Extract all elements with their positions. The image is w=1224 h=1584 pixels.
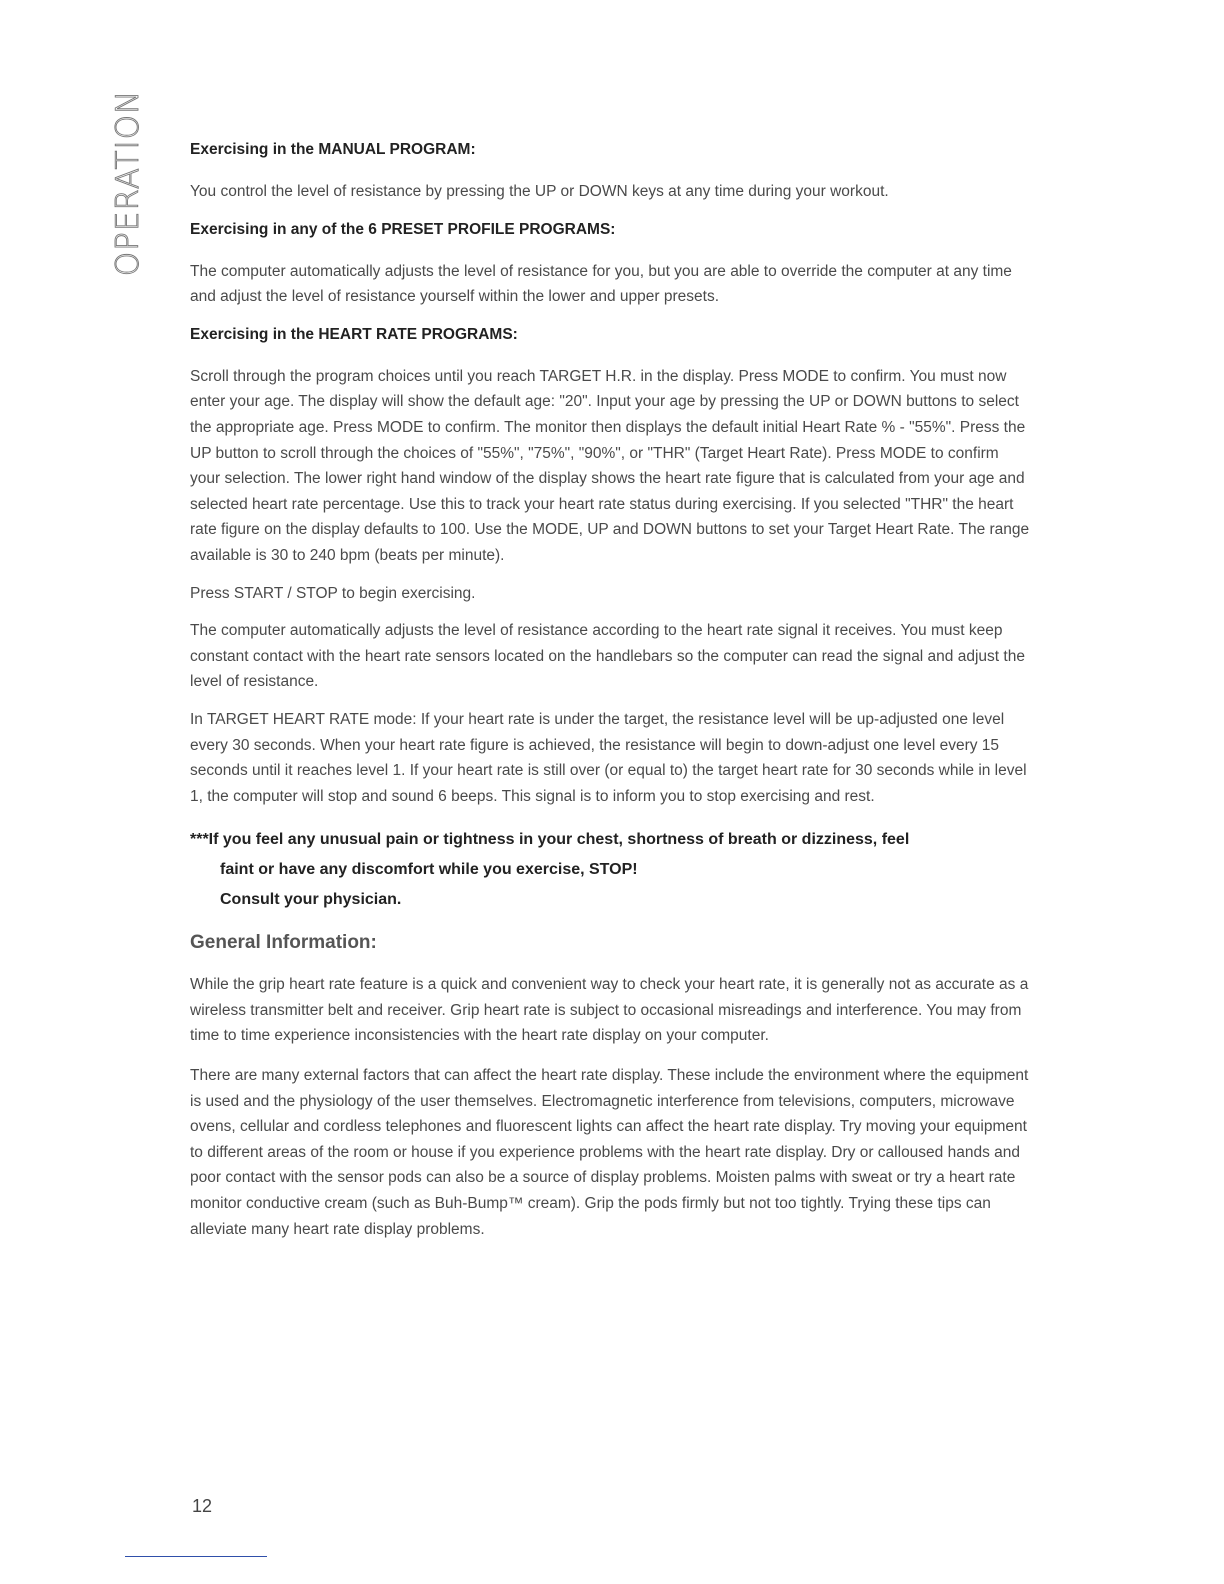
heart-rate-paragraph-2: Press START / STOP to begin exercising. [190,584,476,602]
page-number: 12 [192,1496,213,1516]
safety-warning [190,825,1030,915]
section-tab-label: OPERATION [110,89,146,277]
manual-program-text: You control the level of resistance by pressing the UP or DOWN keys at any time during your workout. [190,183,889,200]
general-paragraph-1: While the grip heart rate feature is a quick and convenient way to check your heart rate, it is generally not as accurate as a wireless transmitter belt and receiver. Grip heart rate is subject to occasional misreadings and interference. You may from time to time experience inconsistencies with the heart rate display on your computer. [190,976,1029,1045]
warning-line-3: Consult your physician. [220,891,402,909]
heart-rate-programs-heading: Exercising in the HEART RATE PROGRAMS: [190,325,518,343]
preset-programs-text: The computer automatically adjusts the level of resistance for you, but you are able to override the computer at any time and adjust the level of resistance yourself within the lower and upper presets. [190,262,1012,306]
section-tab [108,89,148,277]
page-content [190,138,1030,1242]
heart-rate-paragraph-3: The computer automatically adjusts the level of resistance according to the heart rate signal it receives. You must keep constant contact with the heart rate sensors located on the handlebars so the computer can read the signal and adjust the level of resistance. [190,622,1025,691]
warning-line-2: faint or have any discomfort while you exercise, STOP! [220,861,638,879]
footer-divider [125,1556,267,1557]
general-information-heading: General Information: [190,932,377,954]
manual-program-heading: Exercising in the MANUAL PROGRAM: [190,141,476,158]
preset-programs-heading: Exercising in any of the 6 PRESET PROFILE PROGRAMS: [190,220,616,238]
general-paragraph-2: There are many external factors that can affect the heart rate display. These include the environment where the equipment is used and the physiology of the user themselves. Electromagnetic interference from televisions, computers, microwave ovens, cellular and cordless telephones and fluorescent lights can affect the heart rate display. Try moving your equipment to different areas of the room or house if you experience problems with the heart rate display. Dry or calloused hands and poor contact with the sensor pods can also be a source of display problems. Moisten palms with sweat or try a heart rate monitor conductive cream (such as Buh-Bump™ cream). Grip the pods firmly but not too tightly. Trying these tips can alleviate many heart rate display problems. [190,1067,1029,1238]
heart-rate-paragraph-4: In TARGET HEART RATE mode: If your heart rate is under the target, the resistance level will be up-adjusted one level every 30 seconds. When your heart rate figure is achieved, the resistance will begin to down-adjust one level every 15 seconds until it reaches level 1. If your heart rate is still over (or equal to) the target heart rate for 30 seconds while in level 1, the computer will stop and sound 6 beeps. This signal is to inform you to stop exercising and rest. [190,710,1027,805]
warning-line-1: ***If you feel any unusual pain or tightness in your chest, shortness of breath or dizziness, feel [190,831,910,849]
heart-rate-paragraph-1: Scroll through the program choices until you reach TARGET H.R. in the display. Press MODE to confirm. You must now enter your age. The display will show the default age: "20". Input your age by pressing the UP or DOWN buttons to select the appropriate age. Press MODE to confirm. The monitor then displays the default initial Heart Rate % - "55%". Press the UP button to scroll through the choices of "55%", "75%", "90%", or "THR" (Target Heart Rate). Press MODE to confirm your selection. The lower right hand window of the display shows the heart rate figure that is calculated from your age and selected heart rate percentage. Use this to track your heart rate status during exercising. If you selected "THR" the heart rate figure on the display defaults to 100. Use the MODE, UP and DOWN buttons to set your Target Heart Rate. The range available is 30 to 240 bpm (beats per minute). [190,367,1030,564]
